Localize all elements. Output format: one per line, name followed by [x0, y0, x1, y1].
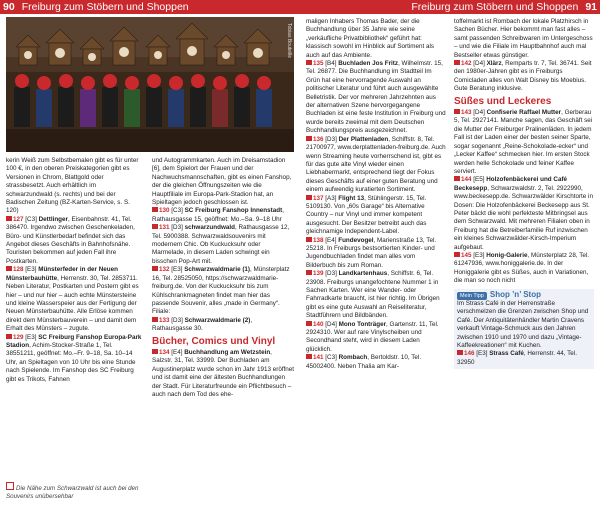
shop-entry: 144 [E5] Holzofenbäckerei und Café Beckesepp, Schwarzwaldstr. 2, Tel. 2922990, www.beckesepp.de. Schwarzwälder Kirschtorte in Dosen: Die Holzofenbäckerei Beckesepp aus St. Peter bäckt die wohl perfekteste Mitbringsel aus dem Schwarzwald. Mit mehreren Filialen oben in Freiburg hat die Betreiberfamilie Ruf inzwischen ein kleines Schwarzwälder-Kirsch-Imperium aufgebaut.: [454, 176, 593, 251]
shop-icon: [152, 349, 158, 354]
photo-illustration: [6, 17, 294, 152]
right-page: [300, 0, 600, 508]
shop-icon: [306, 195, 312, 200]
paragraph: und Autogrammkarten. Auch im Dreisamstadion [6], dem Spielort der Frauen und der Nachwuchsmannschaften, gibt es einen Fanshop, der die gleichen Öffnungszeiten wie die Hauptfiliale im Europa-Park-Stadion hat, an Spieltagen jedoch geschlossen ist.: [152, 157, 292, 207]
running-title: Freiburg zum Stöbern und Shoppen: [21, 1, 189, 13]
left-column-2: [152, 157, 294, 399]
shop-entry: 143 [D4] Confiserie Raffael Mutter, Gerberau 5, Tel. 2927141. Manche sagen, das Geschäft sei die Mutter der Freiburger Pralinenläden. In jedem Fall ist der Laden einer der besten seiner Sparte, sogar sogenannt „Reine-Schokolade-ecker“ und „Lecker Kaffee“ schmecken hier. Im ersten Stock werden helle Schokolade und feiner Kaffee serviert.: [454, 109, 593, 175]
shop-icon: [152, 224, 158, 229]
shop-entry: 128 [E3] Münsterfeder in der Neuen Münsterbauhütte, Herrenstr. 30, Tel. 2853711. Neben Literatur, Postkarten und Postern gibt es hier – und nur hier – auch echte Münstersteine und kleine Wasserspeier aus der Fertigung der Neuen Münsterbauhütte. Alle Erlöse kommen direkt dem Münsterbauverein – und damit dem Erhalt des Münsters – zugute.: [6, 266, 139, 333]
shop-entry: 136 [D3] Der Plattenladen, Schiffstr. 8, Tel. 21700977, www.derplattenladen-freiburg.de. Auch wenn Streaming heute vorherrschend ist, gibt es für das gute alte Vinyl wieder einen Liebhabermarkt, entsprechend liegt der Fokus dieses Geschäfts auf einer guten Beratung und einem aufwendig kuratierten Sortiment.: [306, 135, 446, 194]
tip-badge: Mein Tipp: [457, 292, 487, 300]
shop-icon: [6, 266, 12, 271]
shop-entry: 133 [D3] Schwarzwaldmarie (2), Rathausgasse 30.: [152, 316, 253, 333]
paragraph: maligen Inhabers Thomas Bader, der die Buchhandlung über 35 Jahre wie seine „verkäufliche Privatbibliothek“ geführt hat: klassisch sowohl im Hinblick auf Sortiment als auch auf das Ambiente.: [306, 18, 435, 59]
tip-text: Im Strass Café in der Herrenstraße verschmelzen die Grenzen zwischen Shop und Café. Der Antiquitätenhändler Martin Cravens verkauft Vintage-Schmuck aus den Jahren zwischen 1910 und 1970 und dazu „Vintage-Kaffeekreationen“ mit Kuchen.: [457, 300, 589, 350]
shop-entry: 129 [E3] SC Freiburg Fanshop Europa-Park Stadion, Achim-Stocker-Straße 1, Tel. 38551211, geöffnet: Mo.–Fr. 9–18, Sa. 10–14 Uhr, an Spieltagen von 10 Uhr bis eine Stunde nach Spielende. Im Fanshop des SC Freiburg gibt es Trikots, Fahnen: [6, 333, 142, 383]
shop-entry: 139 [D3] Landkartenhaus, Schiffstr. 6, Tel. 23908. Freiburgs unangefochtene Nummer 1 in Sachen Karten. Wer eine Wander- oder Fahrradkarte braucht, ist hier richtig. Im Übrigen gibt es eine gute Auswahl an Reiseliteratur, Stadtführern und Bildbänden.: [306, 270, 440, 320]
caption-arrow-icon: [6, 482, 14, 490]
shop-icon: [306, 237, 312, 242]
shop-entry: 134 [E4] Buchhandlung am Wetzstein, Salzstr. 31, Tel. 33999. Der Buchladen am Augustinerplatz wurde schon im Jahr 1913 eröffnet und ist damit eine der ältesten Buchhandlungen der Stadt. Für Literaturfreunde ein Pflichtbesuch – auch nach dem Tod des ehe-: [152, 348, 294, 398]
shop-icon: [306, 136, 312, 141]
shop-icon: [306, 60, 312, 65]
shop-entry: 130 [C3] SC Freiburg Fanshop Innenstadt, Rathausgasse 15, geöffnet: Mo.–Sa. 9–18 Uhr: [152, 207, 284, 223]
page-number: 90: [0, 0, 18, 14]
photo-credit: Tobias Bouteille: [286, 23, 292, 59]
tip-box: [454, 289, 594, 370]
right-header: [300, 0, 600, 14]
left-header: [0, 0, 300, 14]
shop-entry: 137 [A3] Flight 13, Stühlingerstr. 15, Tel. 5109130. Von „60s Garage“ bis Alternative Country – nur Vinyl und immer kompetent ausgesucht. Der Besitzer betreibt auch das gleichnamige Independent-Label.: [306, 194, 427, 236]
shop-icon: [454, 252, 460, 257]
section-heading: Bücher, Comics und Vinyl: [152, 335, 276, 347]
shop-icon: [152, 266, 158, 271]
shop-entry: 132 [E3] Schwarzwaldmarie (1), Münsterplatz 16, Tel. 28525050, https://schwarzwaldmarie-freiburg.de. Von der Kuckucksuhr bis zum Kühlschrankmagneten findet man hier das passende Souvenir, alles „made in Germany“. Filiale:: [152, 266, 290, 316]
shop-entry: 140 [D4] Mono Tonträger, Gartenstr. 11, Tel. 2924310. Wer auf rare Vinylscheiben und Secondhand steht, wird in diesem Laden glücklich.: [306, 320, 439, 353]
shop-icon: [306, 354, 312, 359]
shop-icon: [457, 350, 463, 355]
cuckoo-clock-shop-photo: [6, 17, 294, 152]
shop-entry: 138 [E4] Fundevogel, Marienstraße 13, Tel. 25218. In Freiburgs bestsortierten Kinder- und Jugendbuchladen findet man alles vom Bilderbuch bis zum Roman.: [306, 236, 437, 269]
left-column-1: [6, 157, 143, 384]
shop-entry: 146 [E3] Strass Café, Herrenstr. 44, Tel. 32950: [457, 350, 577, 366]
shop-icon: [306, 270, 312, 275]
shop-entry: 131 [D3] schwarzundwald, Rathausgasse 12, Tel. 5900388. Schwarzwaldsouvenirs mit modernem Chic. Ob Kuckucksuhr oder Marmelade, in diesem Laden schwingt ein bisschen Pop-Art mit.: [152, 224, 290, 265]
shop-entry: 135 [B4] Buchladen Jos Fritz, Wilhelmstr. 15, Tel. 26877. Die Buchhandlung im Stadtteil Im Grün hat eine hervorragende Auswahl an politischer Literatur und führt auch ausgewählte Belletristik. Der vor mehreren Jahrzehnten aus der alternativen Szene hervorgegangene Buchladen ist eine feste Institution in Freiburg und wurde bereits zweimal mit dem Deutschen Buchhandlungspreis ausgezeichnet.: [306, 60, 446, 135]
shop-icon: [152, 207, 158, 212]
right-column-2: [454, 18, 594, 369]
photo-caption: Die Nähe zum Schwarzwald ist auch bei den Souvenirs unübersehbar: [6, 482, 141, 500]
shop-entry: 141 [C3] Rombach, Bertoldstr. 10, Tel. 45002400. Neben Thalia am Kar-: [306, 354, 422, 370]
shop-entry: 145 [E3] Honig-Galerie, Münsterplatz 28, Tel. 61247936, www.honiggalerie.de. In der Honiggalerie gibt es Süßes, auch in Variationen, die man so noch nicht: [454, 251, 589, 285]
shop-icon: [6, 216, 12, 221]
shop-icon: [306, 321, 312, 326]
paragraph: kerin Weiß zum Selbstbemalen gibt es für unter 100 €, in den oberen Preiskategorien gibt es Versionen in Chrom, Blattgold oder strassbesetzt. Auch erhältlich im schwarzundwald (s. rechts) und bei der Badischen Zeitung (BZ-Karten-Service, s. S. 120): [6, 157, 139, 215]
running-title: Freiburg zum Stöbern und Shoppen: [411, 1, 579, 13]
shop-icon: [454, 176, 460, 181]
shop-icon: [152, 317, 158, 322]
shop-entry: 142 [D4] Xlärz, Remparts tr. 7, Tel. 36741. Seit den 1980er-Jahren gibt es in Freiburgs Comicladen alles von Walt Disney bis Moebius. Gute Beratung inklusive.: [454, 60, 592, 93]
shop-icon: [454, 60, 460, 65]
section-heading: Süßes und Leckeres: [454, 95, 552, 107]
shop-icon: [6, 334, 12, 339]
tip-title: Shop ’n’ Stop: [489, 289, 541, 299]
shop-icon: [454, 109, 460, 114]
right-column-1: [306, 18, 446, 371]
page-number: 91: [582, 0, 600, 14]
shop-entry: 127 [C3] Dettlinger, Eisenbahnstr. 41, Tel. 386470. Irgendwo zwischen Geschenkeladen, Büro- und Künstlerbedarf befindet sich das Angebot dieses Geschäfts in Bahnhofsnähe. Touristen bekommen auf jeden Fall ihre Postkarten.: [6, 215, 135, 265]
paragraph: toffelmarkt ist Rombach der lokale Platzhirsch in Sachen Bücher. Hier bekommt man fast alles – samt passenden Schreibwaren im Untergeschoss – und wie die Filiale im Hauptbahnhof auch mal Bestseller etwas günstiger.: [454, 18, 593, 59]
